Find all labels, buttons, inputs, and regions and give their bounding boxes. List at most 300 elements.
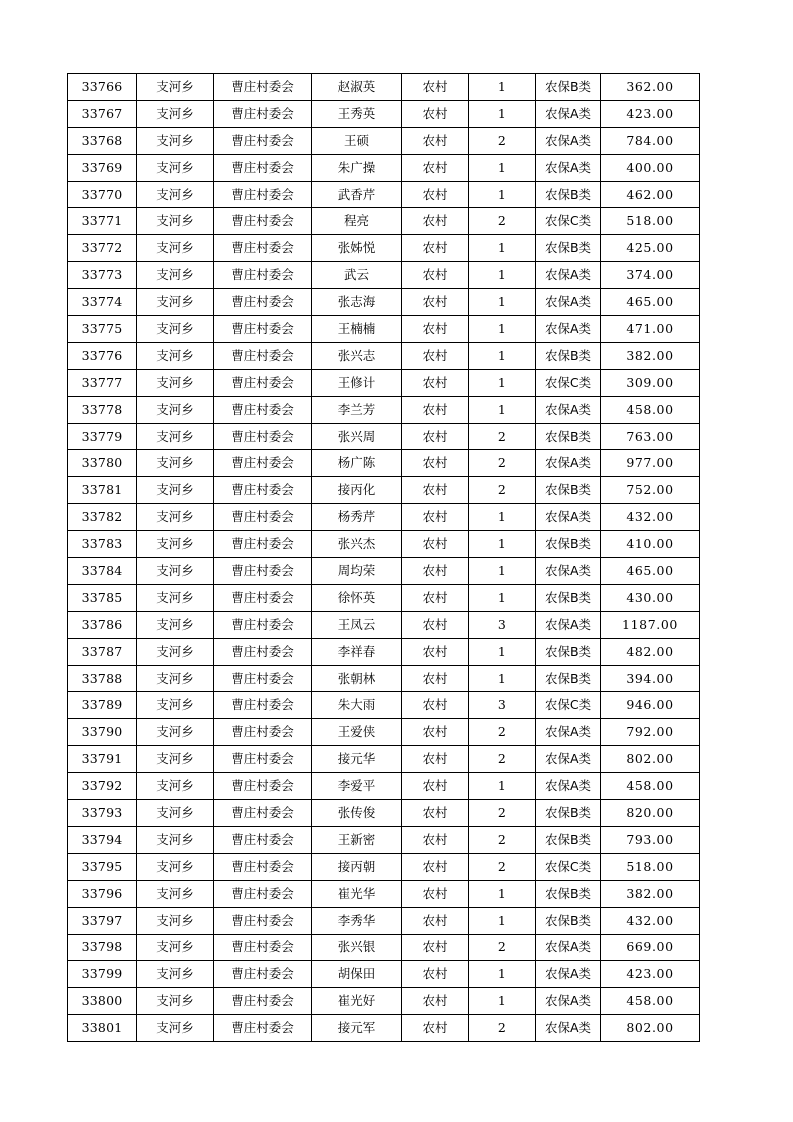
table-row xyxy=(68,665,700,692)
cell-category: 农保A类 xyxy=(536,396,601,423)
cell-amount: 382.00 xyxy=(601,342,700,369)
cell-type: 农村 xyxy=(402,961,469,988)
cell-amount: 410.00 xyxy=(601,531,700,558)
cell-town: 支河乡 xyxy=(137,907,214,934)
cell-category: 农保A类 xyxy=(536,504,601,531)
cell-id: 33781 xyxy=(68,477,137,504)
cell-count: 2 xyxy=(469,1015,536,1042)
cell-town: 支河乡 xyxy=(137,369,214,396)
cell-name: 王秀英 xyxy=(312,100,402,127)
cell-name: 张兴志 xyxy=(312,342,402,369)
cell-id: 33768 xyxy=(68,127,137,154)
cell-count: 2 xyxy=(469,826,536,853)
cell-amount: 462.00 xyxy=(601,181,700,208)
cell-category: 农保C类 xyxy=(536,208,601,235)
cell-town: 支河乡 xyxy=(137,692,214,719)
cell-town: 支河乡 xyxy=(137,289,214,316)
cell-village: 曹庄村委会 xyxy=(214,504,312,531)
cell-name: 李祥春 xyxy=(312,638,402,665)
cell-id: 33778 xyxy=(68,396,137,423)
table-row xyxy=(68,638,700,665)
cell-village: 曹庄村委会 xyxy=(214,800,312,827)
cell-count: 1 xyxy=(469,369,536,396)
cell-type: 农村 xyxy=(402,880,469,907)
cell-town: 支河乡 xyxy=(137,208,214,235)
cell-count: 1 xyxy=(469,316,536,343)
cell-category: 农保A类 xyxy=(536,127,601,154)
cell-count: 1 xyxy=(469,289,536,316)
cell-name: 崔光华 xyxy=(312,880,402,907)
cell-id: 33796 xyxy=(68,880,137,907)
cell-amount: 423.00 xyxy=(601,961,700,988)
cell-type: 农村 xyxy=(402,342,469,369)
cell-type: 农村 xyxy=(402,369,469,396)
cell-category: 农保B类 xyxy=(536,423,601,450)
table-row xyxy=(68,208,700,235)
cell-category: 农保B类 xyxy=(536,342,601,369)
cell-category: 农保B类 xyxy=(536,665,601,692)
cell-town: 支河乡 xyxy=(137,719,214,746)
cell-town: 支河乡 xyxy=(137,262,214,289)
cell-count: 3 xyxy=(469,611,536,638)
cell-category: 农保C类 xyxy=(536,853,601,880)
table-row xyxy=(68,611,700,638)
cell-village: 曹庄村委会 xyxy=(214,423,312,450)
cell-id: 33784 xyxy=(68,558,137,585)
cell-type: 农村 xyxy=(402,154,469,181)
cell-amount: 382.00 xyxy=(601,880,700,907)
roster-table-body xyxy=(68,74,700,1042)
cell-village: 曹庄村委会 xyxy=(214,342,312,369)
cell-category: 农保B类 xyxy=(536,181,601,208)
cell-amount: 430.00 xyxy=(601,584,700,611)
cell-type: 农村 xyxy=(402,262,469,289)
table-row xyxy=(68,800,700,827)
cell-village: 曹庄村委会 xyxy=(214,477,312,504)
table-row xyxy=(68,181,700,208)
cell-name: 张兴周 xyxy=(312,423,402,450)
cell-village: 曹庄村委会 xyxy=(214,235,312,262)
cell-village: 曹庄村委会 xyxy=(214,611,312,638)
cell-type: 农村 xyxy=(402,504,469,531)
cell-town: 支河乡 xyxy=(137,342,214,369)
cell-id: 33797 xyxy=(68,907,137,934)
cell-name: 程亮 xyxy=(312,208,402,235)
table-row xyxy=(68,880,700,907)
cell-village: 曹庄村委会 xyxy=(214,880,312,907)
cell-category: 农保A类 xyxy=(536,719,601,746)
cell-id: 33766 xyxy=(68,74,137,101)
cell-name: 周均荣 xyxy=(312,558,402,585)
cell-amount: 763.00 xyxy=(601,423,700,450)
cell-category: 农保B类 xyxy=(536,800,601,827)
cell-category: 农保A类 xyxy=(536,988,601,1015)
cell-town: 支河乡 xyxy=(137,961,214,988)
cell-type: 农村 xyxy=(402,531,469,558)
cell-town: 支河乡 xyxy=(137,531,214,558)
cell-type: 农村 xyxy=(402,988,469,1015)
cell-amount: 432.00 xyxy=(601,907,700,934)
cell-id: 33793 xyxy=(68,800,137,827)
cell-amount: 793.00 xyxy=(601,826,700,853)
cell-count: 1 xyxy=(469,181,536,208)
cell-village: 曹庄村委会 xyxy=(214,531,312,558)
cell-name: 朱广操 xyxy=(312,154,402,181)
cell-count: 1 xyxy=(469,74,536,101)
cell-amount: 1187.00 xyxy=(601,611,700,638)
cell-town: 支河乡 xyxy=(137,558,214,585)
cell-town: 支河乡 xyxy=(137,504,214,531)
cell-id: 33774 xyxy=(68,289,137,316)
table-row xyxy=(68,692,700,719)
cell-type: 农村 xyxy=(402,719,469,746)
cell-name: 王凤云 xyxy=(312,611,402,638)
table-row xyxy=(68,316,700,343)
cell-count: 1 xyxy=(469,880,536,907)
cell-id: 33785 xyxy=(68,584,137,611)
cell-village: 曹庄村委会 xyxy=(214,665,312,692)
cell-category: 农保A类 xyxy=(536,1015,601,1042)
cell-id: 33782 xyxy=(68,504,137,531)
cell-id: 33800 xyxy=(68,988,137,1015)
cell-id: 33777 xyxy=(68,369,137,396)
table-row xyxy=(68,584,700,611)
cell-name: 张姊悦 xyxy=(312,235,402,262)
cell-town: 支河乡 xyxy=(137,423,214,450)
cell-amount: 977.00 xyxy=(601,450,700,477)
cell-type: 农村 xyxy=(402,1015,469,1042)
table-row xyxy=(68,746,700,773)
cell-amount: 792.00 xyxy=(601,719,700,746)
cell-amount: 784.00 xyxy=(601,127,700,154)
cell-id: 33770 xyxy=(68,181,137,208)
cell-amount: 425.00 xyxy=(601,235,700,262)
cell-type: 农村 xyxy=(402,746,469,773)
cell-category: 农保B类 xyxy=(536,531,601,558)
table-row xyxy=(68,477,700,504)
cell-name: 李秀华 xyxy=(312,907,402,934)
cell-count: 1 xyxy=(469,638,536,665)
cell-town: 支河乡 xyxy=(137,396,214,423)
cell-amount: 432.00 xyxy=(601,504,700,531)
cell-name: 王楠楠 xyxy=(312,316,402,343)
table-row xyxy=(68,504,700,531)
table-row xyxy=(68,558,700,585)
cell-category: 农保B类 xyxy=(536,477,601,504)
cell-amount: 465.00 xyxy=(601,558,700,585)
cell-name: 徐怀英 xyxy=(312,584,402,611)
cell-category: 农保A类 xyxy=(536,961,601,988)
cell-count: 1 xyxy=(469,584,536,611)
cell-type: 农村 xyxy=(402,907,469,934)
cell-type: 农村 xyxy=(402,396,469,423)
cell-type: 农村 xyxy=(402,235,469,262)
cell-village: 曹庄村委会 xyxy=(214,961,312,988)
cell-name: 朱大雨 xyxy=(312,692,402,719)
cell-category: 农保B类 xyxy=(536,74,601,101)
cell-category: 农保B类 xyxy=(536,638,601,665)
cell-town: 支河乡 xyxy=(137,934,214,961)
cell-category: 农保C类 xyxy=(536,692,601,719)
table-row xyxy=(68,988,700,1015)
cell-id: 33789 xyxy=(68,692,137,719)
cell-count: 1 xyxy=(469,154,536,181)
cell-id: 33791 xyxy=(68,746,137,773)
cell-category: 农保B类 xyxy=(536,584,601,611)
cell-type: 农村 xyxy=(402,584,469,611)
cell-village: 曹庄村委会 xyxy=(214,853,312,880)
cell-village: 曹庄村委会 xyxy=(214,74,312,101)
cell-town: 支河乡 xyxy=(137,611,214,638)
table-row xyxy=(68,423,700,450)
cell-category: 农保A类 xyxy=(536,746,601,773)
cell-name: 张朝林 xyxy=(312,665,402,692)
cell-village: 曹庄村委会 xyxy=(214,773,312,800)
table-row xyxy=(68,934,700,961)
cell-id: 33788 xyxy=(68,665,137,692)
table-row xyxy=(68,235,700,262)
cell-type: 农村 xyxy=(402,181,469,208)
cell-type: 农村 xyxy=(402,74,469,101)
cell-name: 接元军 xyxy=(312,1015,402,1042)
cell-village: 曹庄村委会 xyxy=(214,692,312,719)
cell-type: 农村 xyxy=(402,208,469,235)
cell-id: 33771 xyxy=(68,208,137,235)
cell-village: 曹庄村委会 xyxy=(214,369,312,396)
cell-amount: 802.00 xyxy=(601,746,700,773)
cell-village: 曹庄村委会 xyxy=(214,638,312,665)
cell-count: 1 xyxy=(469,558,536,585)
cell-town: 支河乡 xyxy=(137,826,214,853)
table-row xyxy=(68,74,700,101)
cell-amount: 458.00 xyxy=(601,396,700,423)
cell-name: 接丙化 xyxy=(312,477,402,504)
cell-id: 33799 xyxy=(68,961,137,988)
cell-type: 农村 xyxy=(402,316,469,343)
cell-type: 农村 xyxy=(402,692,469,719)
cell-type: 农村 xyxy=(402,423,469,450)
cell-category: 农保A类 xyxy=(536,450,601,477)
cell-village: 曹庄村委会 xyxy=(214,181,312,208)
cell-amount: 518.00 xyxy=(601,853,700,880)
cell-category: 农保B类 xyxy=(536,907,601,934)
cell-town: 支河乡 xyxy=(137,477,214,504)
cell-id: 33792 xyxy=(68,773,137,800)
cell-village: 曹庄村委会 xyxy=(214,584,312,611)
cell-name: 王爱侠 xyxy=(312,719,402,746)
cell-village: 曹庄村委会 xyxy=(214,907,312,934)
cell-type: 农村 xyxy=(402,611,469,638)
cell-amount: 471.00 xyxy=(601,316,700,343)
cell-category: 农保A类 xyxy=(536,558,601,585)
table-row xyxy=(68,531,700,558)
cell-amount: 458.00 xyxy=(601,773,700,800)
table-row xyxy=(68,450,700,477)
cell-name: 杨秀芹 xyxy=(312,504,402,531)
cell-id: 33783 xyxy=(68,531,137,558)
table-row xyxy=(68,100,700,127)
cell-village: 曹庄村委会 xyxy=(214,1015,312,1042)
cell-category: 农保C类 xyxy=(536,369,601,396)
cell-village: 曹庄村委会 xyxy=(214,826,312,853)
cell-id: 33775 xyxy=(68,316,137,343)
cell-id: 33795 xyxy=(68,853,137,880)
cell-village: 曹庄村委会 xyxy=(214,316,312,343)
cell-town: 支河乡 xyxy=(137,235,214,262)
cell-category: 农保A类 xyxy=(536,100,601,127)
cell-village: 曹庄村委会 xyxy=(214,154,312,181)
table-row xyxy=(68,719,700,746)
cell-type: 农村 xyxy=(402,826,469,853)
cell-amount: 458.00 xyxy=(601,988,700,1015)
cell-town: 支河乡 xyxy=(137,853,214,880)
cell-type: 农村 xyxy=(402,558,469,585)
cell-town: 支河乡 xyxy=(137,800,214,827)
cell-count: 1 xyxy=(469,961,536,988)
cell-name: 王修计 xyxy=(312,369,402,396)
cell-count: 1 xyxy=(469,988,536,1015)
cell-id: 33773 xyxy=(68,262,137,289)
cell-category: 农保A类 xyxy=(536,611,601,638)
cell-id: 33786 xyxy=(68,611,137,638)
cell-town: 支河乡 xyxy=(137,74,214,101)
cell-count: 1 xyxy=(469,665,536,692)
cell-id: 33779 xyxy=(68,423,137,450)
cell-count: 1 xyxy=(469,262,536,289)
cell-count: 1 xyxy=(469,504,536,531)
cell-type: 农村 xyxy=(402,100,469,127)
cell-town: 支河乡 xyxy=(137,127,214,154)
cell-village: 曹庄村委会 xyxy=(214,208,312,235)
cell-id: 33780 xyxy=(68,450,137,477)
cell-category: 农保B类 xyxy=(536,880,601,907)
cell-category: 农保A类 xyxy=(536,154,601,181)
roster-table xyxy=(67,73,700,1042)
cell-count: 3 xyxy=(469,692,536,719)
cell-type: 农村 xyxy=(402,853,469,880)
cell-count: 2 xyxy=(469,746,536,773)
cell-count: 2 xyxy=(469,127,536,154)
cell-amount: 394.00 xyxy=(601,665,700,692)
cell-name: 李兰芳 xyxy=(312,396,402,423)
cell-count: 1 xyxy=(469,396,536,423)
cell-count: 1 xyxy=(469,100,536,127)
cell-count: 1 xyxy=(469,531,536,558)
cell-amount: 752.00 xyxy=(601,477,700,504)
cell-town: 支河乡 xyxy=(137,638,214,665)
cell-type: 农村 xyxy=(402,477,469,504)
table-row xyxy=(68,342,700,369)
cell-amount: 518.00 xyxy=(601,208,700,235)
cell-id: 33772 xyxy=(68,235,137,262)
cell-id: 33790 xyxy=(68,719,137,746)
table-row xyxy=(68,773,700,800)
table-row xyxy=(68,154,700,181)
table-row xyxy=(68,961,700,988)
cell-amount: 423.00 xyxy=(601,100,700,127)
cell-name: 张兴银 xyxy=(312,934,402,961)
cell-id: 33776 xyxy=(68,342,137,369)
cell-name: 张兴杰 xyxy=(312,531,402,558)
cell-id: 33769 xyxy=(68,154,137,181)
cell-village: 曹庄村委会 xyxy=(214,746,312,773)
cell-category: 农保B类 xyxy=(536,826,601,853)
cell-village: 曹庄村委会 xyxy=(214,558,312,585)
cell-category: 农保A类 xyxy=(536,262,601,289)
cell-name: 胡保田 xyxy=(312,961,402,988)
cell-count: 1 xyxy=(469,773,536,800)
cell-category: 农保A类 xyxy=(536,773,601,800)
cell-amount: 400.00 xyxy=(601,154,700,181)
cell-name: 王硕 xyxy=(312,127,402,154)
cell-village: 曹庄村委会 xyxy=(214,262,312,289)
cell-amount: 465.00 xyxy=(601,289,700,316)
cell-id: 33801 xyxy=(68,1015,137,1042)
cell-town: 支河乡 xyxy=(137,773,214,800)
cell-id: 33787 xyxy=(68,638,137,665)
cell-amount: 802.00 xyxy=(601,1015,700,1042)
cell-id: 33767 xyxy=(68,100,137,127)
cell-id: 33794 xyxy=(68,826,137,853)
cell-type: 农村 xyxy=(402,773,469,800)
cell-name: 张传俊 xyxy=(312,800,402,827)
cell-name: 张志海 xyxy=(312,289,402,316)
cell-town: 支河乡 xyxy=(137,450,214,477)
cell-category: 农保A类 xyxy=(536,289,601,316)
cell-count: 1 xyxy=(469,907,536,934)
cell-count: 2 xyxy=(469,719,536,746)
table-row xyxy=(68,1015,700,1042)
cell-count: 2 xyxy=(469,934,536,961)
cell-type: 农村 xyxy=(402,665,469,692)
cell-type: 农村 xyxy=(402,450,469,477)
table-row xyxy=(68,289,700,316)
cell-town: 支河乡 xyxy=(137,181,214,208)
cell-name: 武云 xyxy=(312,262,402,289)
cell-count: 2 xyxy=(469,450,536,477)
cell-category: 农保A类 xyxy=(536,934,601,961)
cell-name: 王新密 xyxy=(312,826,402,853)
cell-count: 2 xyxy=(469,853,536,880)
cell-amount: 309.00 xyxy=(601,369,700,396)
cell-type: 农村 xyxy=(402,127,469,154)
table-row xyxy=(68,369,700,396)
cell-town: 支河乡 xyxy=(137,1015,214,1042)
table-row xyxy=(68,396,700,423)
table-row xyxy=(68,853,700,880)
cell-category: 农保A类 xyxy=(536,316,601,343)
cell-type: 农村 xyxy=(402,638,469,665)
cell-amount: 482.00 xyxy=(601,638,700,665)
cell-amount: 362.00 xyxy=(601,74,700,101)
cell-town: 支河乡 xyxy=(137,154,214,181)
cell-category: 农保B类 xyxy=(536,235,601,262)
cell-id: 33798 xyxy=(68,934,137,961)
cell-name: 崔光好 xyxy=(312,988,402,1015)
cell-name: 赵淑英 xyxy=(312,74,402,101)
cell-name: 接丙朝 xyxy=(312,853,402,880)
cell-type: 农村 xyxy=(402,289,469,316)
cell-count: 2 xyxy=(469,208,536,235)
cell-town: 支河乡 xyxy=(137,316,214,343)
cell-town: 支河乡 xyxy=(137,880,214,907)
cell-village: 曹庄村委会 xyxy=(214,719,312,746)
table-row xyxy=(68,262,700,289)
cell-count: 2 xyxy=(469,423,536,450)
cell-name: 杨广陈 xyxy=(312,450,402,477)
cell-village: 曹庄村委会 xyxy=(214,988,312,1015)
cell-amount: 820.00 xyxy=(601,800,700,827)
